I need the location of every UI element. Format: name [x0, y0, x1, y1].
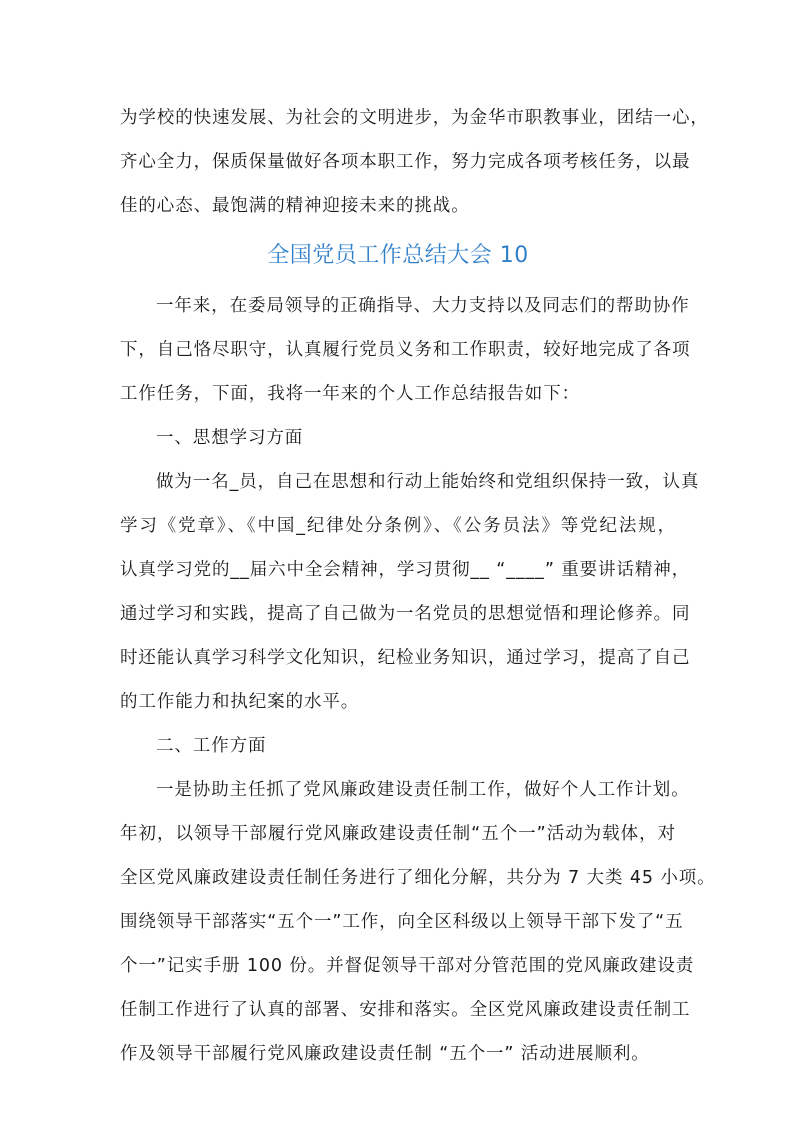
intro-line: 佳的心态、最饱满的精神迎接未来的挑战。 — [120, 196, 470, 216]
paragraph-line: 任制工作进行了认真的部署、安排和落实。全区党风廉政建设责任制工 — [120, 1000, 691, 1020]
document-page — [120, 96, 716, 1076]
paragraph-line: 年初，以领导干部履行党风廉政建设责任制“五个一”活动为载体，对 — [120, 824, 676, 844]
paragraph-line: 下，自己恪尽职守，认真履行党员义务和工作职责，较好地完成了各项 — [120, 340, 691, 360]
paragraph-line: 的工作能力和执纪案的水平。 — [120, 692, 360, 712]
paragraph-line: 学习《党章》、《中国_纪律处分条例》、《公务员法》等党纪法规， — [120, 516, 676, 536]
paragraph-line: 围绕领导干部落实“五个一”工作，向全区科级以上领导干部下发了“五 — [120, 912, 684, 932]
paragraph-line: 个一”记实手册 100 份。并督促领导干部对分管范围的党风廉政建设责 — [120, 956, 695, 976]
intro-line: 为学校的快速发展、为社会的文明进步，为金华市职教事业，团结一心， — [120, 108, 709, 128]
paragraph-line: 做为一名_员，自己在思想和行动上能始终和党组织保持一致，认真 — [156, 472, 700, 492]
paragraph-line: 一年来，在委局领导的正确指导、大力支持以及同志们的帮助协作 — [156, 296, 690, 316]
paragraph-line: 认真学习党的__届六中全会精神，学习贯彻__ “____” 重要讲话精神， — [120, 560, 691, 580]
section-title: 全国党员工作总结大会 10 — [267, 243, 529, 268]
paragraph-line: 作及领导干部履行党风廉政建设责任制 “五个一” 活动进展顺利。 — [120, 1044, 650, 1064]
subheading-thought-study: 一、思想学习方面 — [156, 428, 304, 448]
subheading-work: 二、工作方面 — [156, 736, 267, 756]
paragraph-line: 一是协助主任抓了党风廉政建设责任制工作，做好个人工作计划。 — [156, 780, 690, 800]
paragraph-line: 全区党风廉政建设责任制任务进行了细化分解，共分为 7 大类 45 小项。 — [120, 868, 716, 888]
paragraph-line: 通过学习和实践，提高了自己做为一名党员的思想觉悟和理论修养。同 — [120, 604, 691, 624]
paragraph-line: 工作任务，下面，我将一年来的个人工作总结报告如下： — [120, 384, 580, 404]
paragraph-line: 时还能认真学习科学文化知识，纪检业务知识，通过学习，提高了自己 — [120, 648, 691, 668]
intro-line: 齐心全力，保质保量做好各项本职工作，努力完成各项考核任务，以最 — [120, 152, 691, 172]
